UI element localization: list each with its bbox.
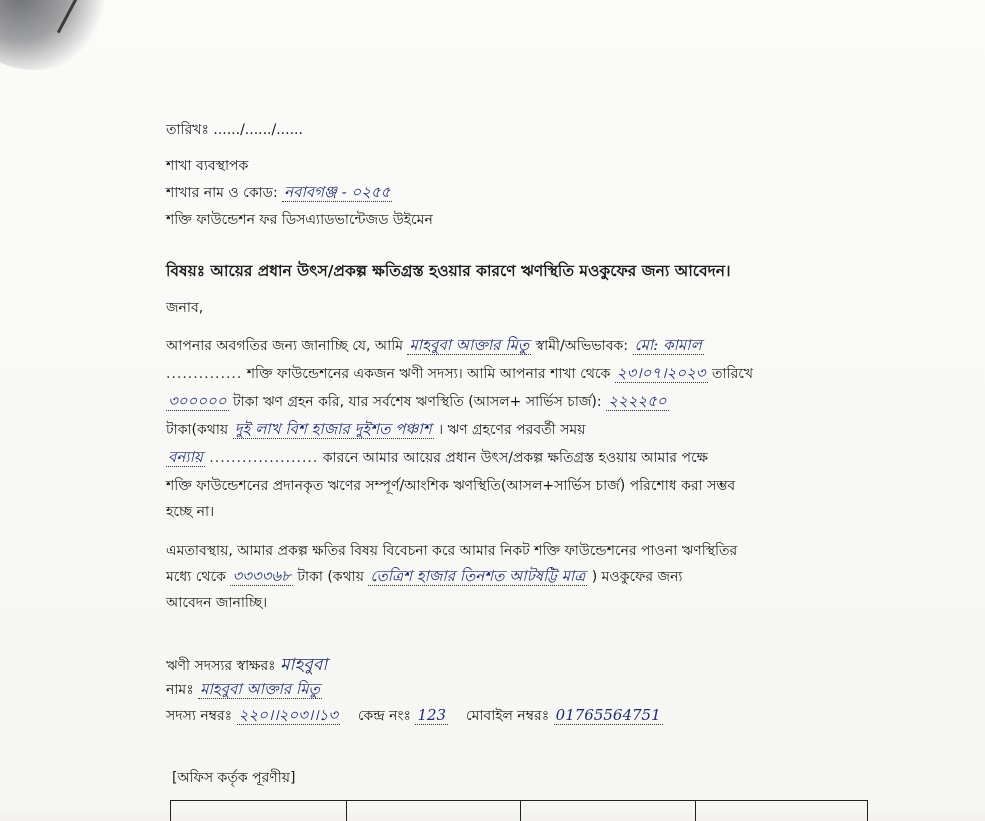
waive-amount: ৩৩৩৩৬৮: [232, 567, 291, 585]
signature-value: মাহবুবা: [280, 655, 328, 675]
signature-label: ঋণী সদস্যর স্বাক্ষরঃ: [166, 658, 276, 674]
name-line: [166, 678, 322, 703]
member-no-label: সদস্য নম্বরঃ: [166, 708, 233, 724]
balance-words: দুই লাখ বিশ হাজার দুইশত পঞ্চাশ: [234, 420, 432, 438]
name-value: মাহবুবা আক্তার মিতু: [200, 680, 320, 698]
para2-line3: আবেদন জানাচ্ছি।: [166, 595, 268, 611]
member-no: ২২০।।২০৩।।১৩: [238, 706, 339, 724]
branch-label: শাখার নাম ও কোড:: [166, 185, 278, 201]
dots: ..............: [166, 366, 243, 382]
table-col: [170, 801, 346, 821]
loan-amount: ৩০০০০০: [168, 392, 227, 410]
taka-words-label: টাকা (কথায়: [297, 569, 364, 585]
center-label: কেন্দ্র নংঃ: [357, 708, 411, 724]
office-table: [170, 800, 868, 821]
from-label: মধ্যে থেকে: [166, 569, 226, 585]
table-col: [520, 801, 694, 821]
para1-line2: [166, 362, 753, 387]
table-col: [695, 801, 868, 821]
organization-name: শক্তি ফাউন্ডেশন ফর ডিসএ্যাডভান্টেজড উইমেন: [166, 212, 433, 228]
mobile-label: মোবাইল নম্বরঃ: [465, 708, 550, 724]
waive-suffix: ) মওকুফের জন্য: [591, 569, 683, 585]
branch-value: নবাবগঞ্জ - ০২৫৫: [284, 183, 391, 201]
dots: ....................: [209, 450, 319, 466]
office-note: [অফিস কর্তৃক পূরণীয়]: [172, 770, 296, 786]
date-suffix: তারিখে: [712, 366, 754, 382]
para1-intro: আপনার অবগতির জন্য জানাচ্ছি যে, আমি: [166, 338, 404, 354]
reason: বন্যায়: [168, 448, 203, 466]
date-line: তারিখঃ ....../....../......: [166, 122, 303, 138]
para1-line3: [166, 390, 669, 415]
para2-line2: [166, 565, 682, 590]
corner-shadow: [0, 0, 110, 70]
para1-line6: শক্তি ফাউন্ডেশনের প্রদানকৃত ঋণের সম্পূর্ণ/আংশিক ঋণস্থিতি(আসল+সার্ভিস চার্জ) পরিশোধ করা সম্ভব: [166, 478, 736, 494]
para1-line4: [166, 418, 585, 443]
recipient-title: শাখা ব্যবস্থাপক: [166, 158, 249, 174]
loan-text: টাকা ঋণ গ্রহন করি, যার সর্বশেষ ঋণস্থিতি (আসল+ সার্ভিস চার্জ):: [232, 394, 602, 410]
guardian-label: স্বামী/অভিভাবক:: [535, 338, 629, 354]
para1-line7: হচ্ছে না।: [166, 504, 215, 520]
applicant-name: মাহবুবা আক্তার মিতু: [409, 336, 530, 354]
name-label: নামঃ: [166, 682, 194, 698]
words-label: টাকা(কথায়: [166, 422, 229, 438]
member-details-line: [166, 704, 663, 729]
branch-line: [166, 181, 392, 206]
reason-text: কারনে আমার আয়ের প্রধান উৎস/প্রকল্প ক্ষতিগ্রস্ত হওয়ায় আমার পক্ষে: [322, 450, 708, 466]
para1-line1: [166, 334, 704, 359]
table-col: [346, 801, 520, 821]
signature-line: [166, 652, 327, 680]
balance-amount: ২২২২৫০: [608, 392, 667, 410]
para2-line1: এমতাবস্থায়, আমার প্রকল্প ক্ষতির বিষয় বিবেচনা করে আমার নিকট শক্তি ফাউন্ডেশনের পাওনা ঋণস্থিতির: [166, 543, 738, 559]
waive-words: তেত্রিশ হাজার তিনশত আটষট্টি মাত্র: [370, 567, 586, 585]
loan-date: ২৩।০৭।২০২৩: [616, 364, 706, 382]
center-no: 123: [417, 706, 447, 724]
mobile-no: 01765564751: [555, 706, 661, 724]
after-text: । ঋণ গ্রহণের পরবর্তী সময়: [438, 422, 586, 438]
guardian-name: মো: কামাল: [634, 336, 702, 354]
member-text: শক্তি ফাউন্ডেশনের একজন ঋণী সদস্য। আমি আপনার শাখা থেকে: [246, 366, 611, 382]
para1-line5: [166, 446, 708, 471]
salutation: জনাব,: [166, 300, 204, 316]
subject-line: বিষয়ঃ আয়ের প্রধান উৎস/প্রকল্প ক্ষতিগ্রস্ত হওয়ার কারণে ঋণস্থিতি মওকুফের জন্য আবেদন।: [166, 262, 731, 280]
